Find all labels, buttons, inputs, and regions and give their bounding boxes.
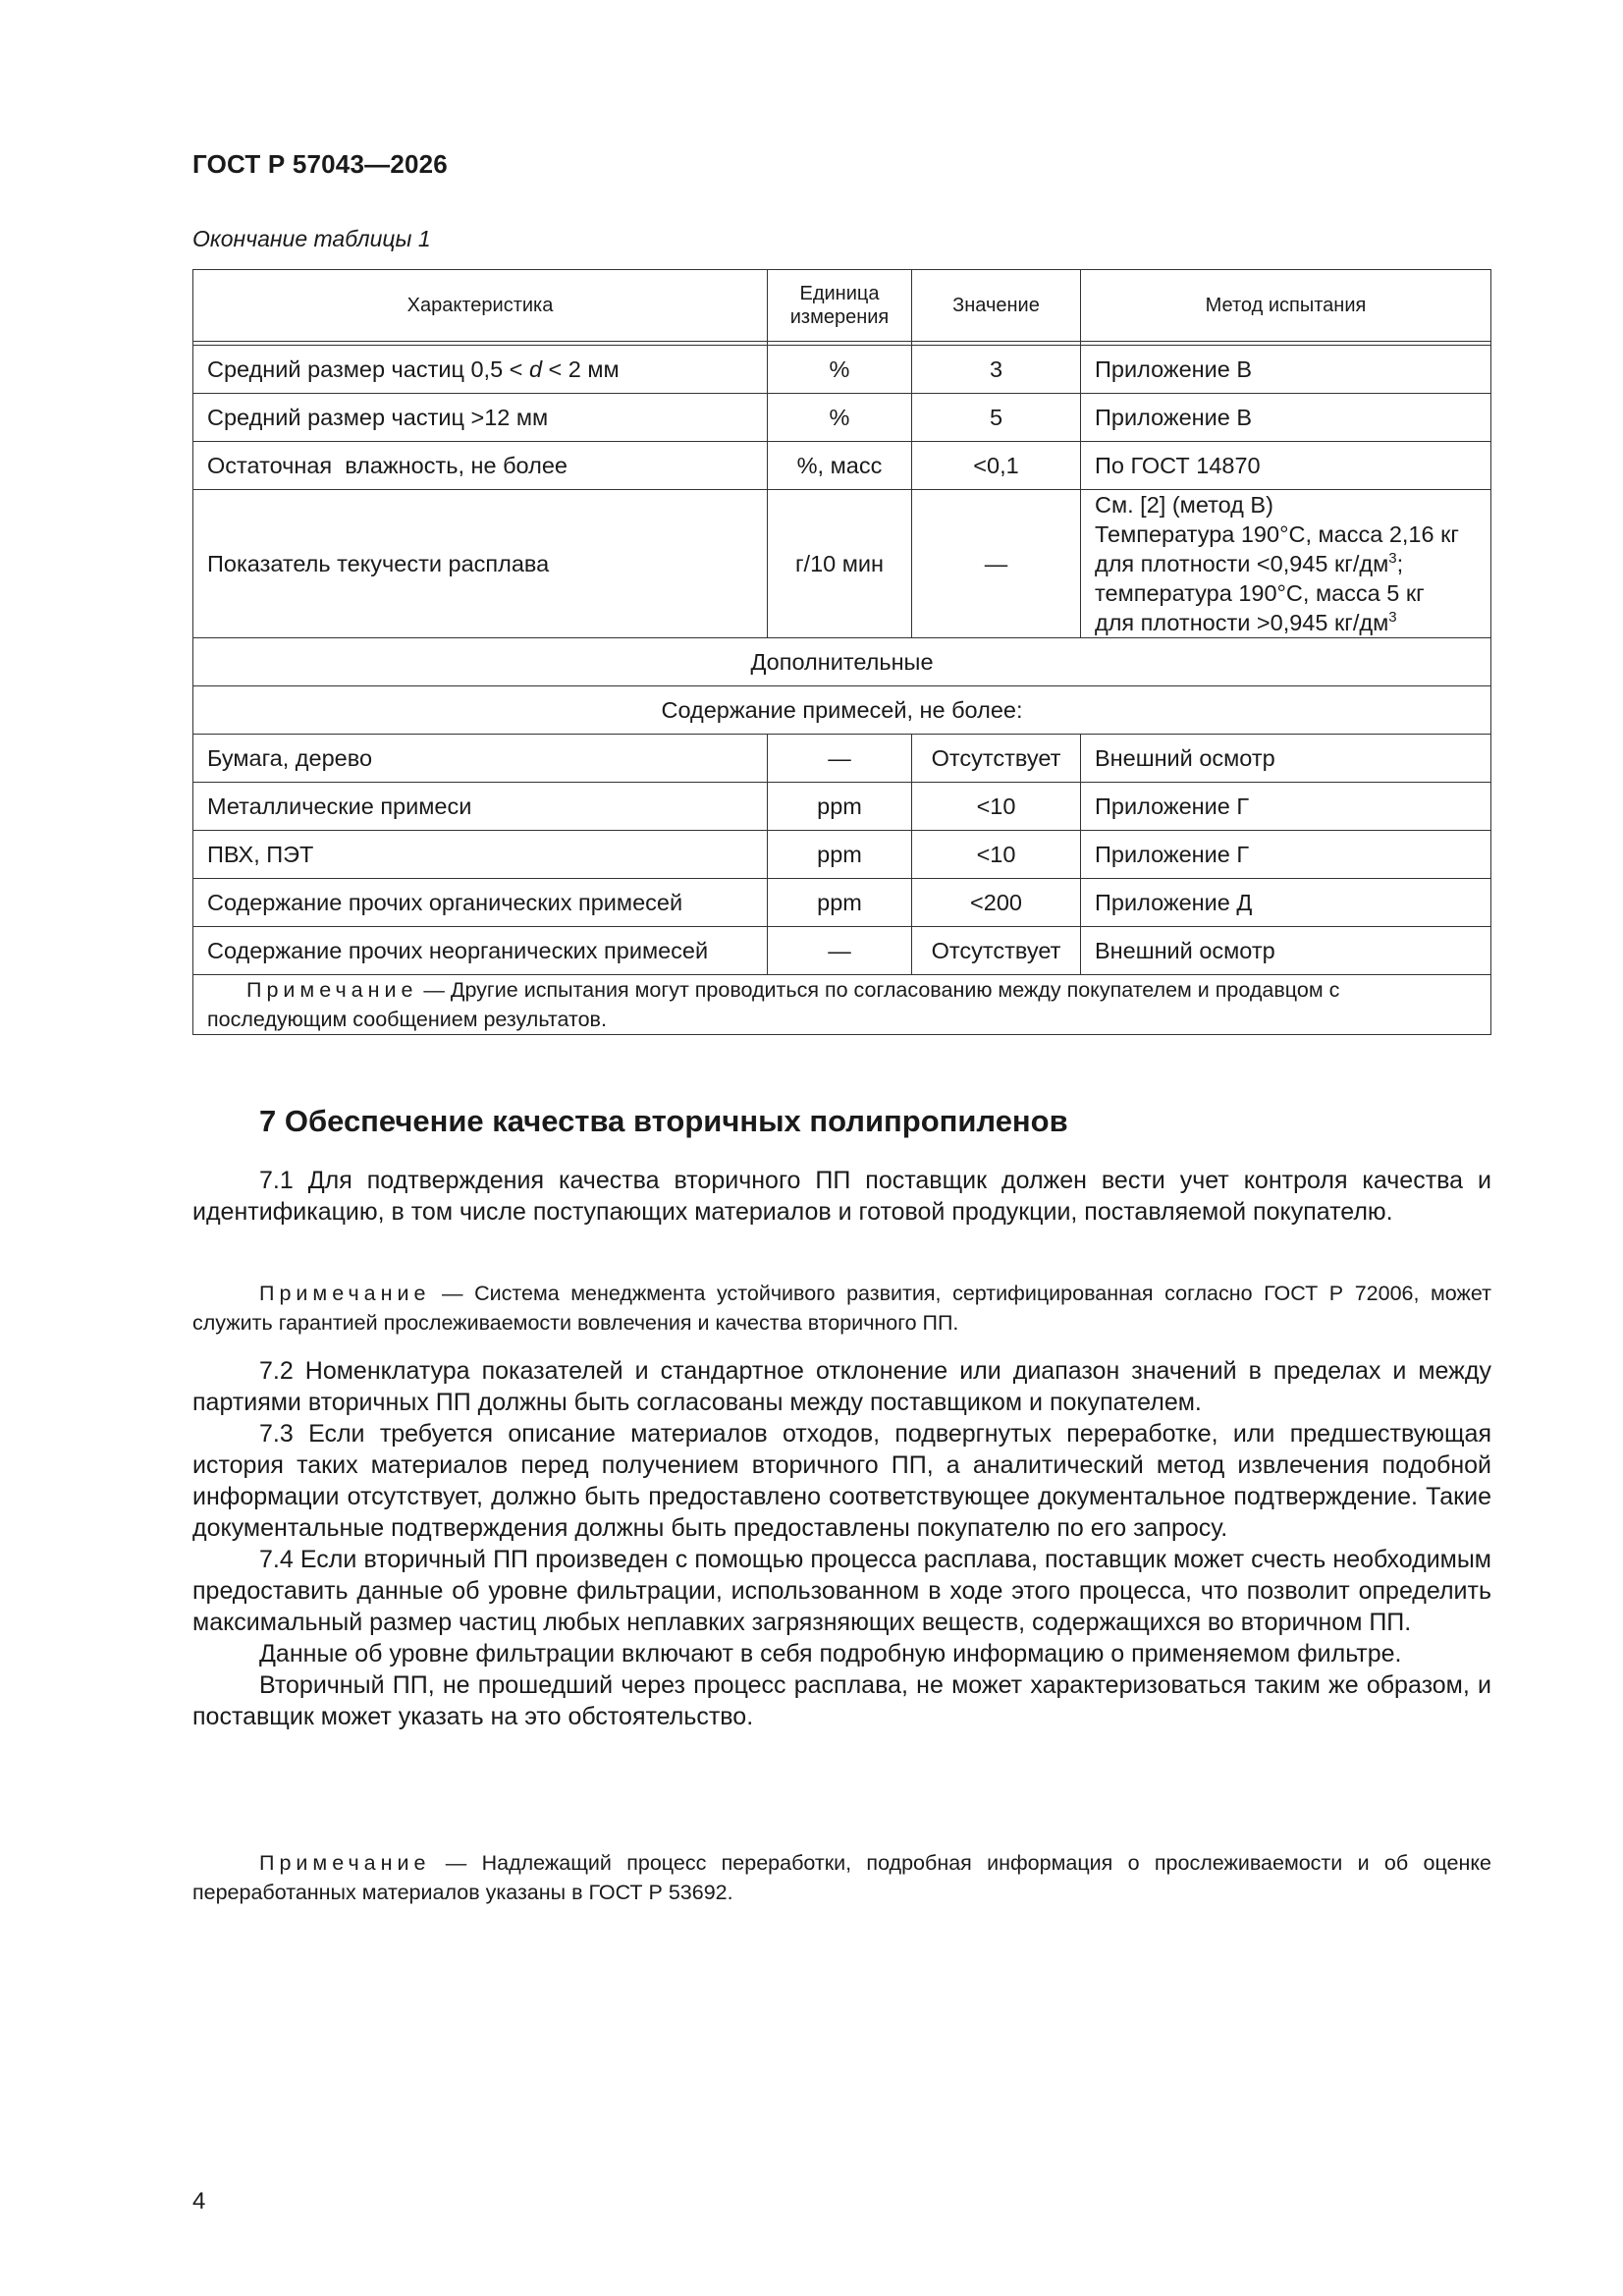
table-row bbox=[193, 394, 1491, 442]
note-text: — Надлежащий процесс переработки, подробная информация о прослеживаемости и об оценке переработанных материалов указаны в ГОСТ Р 53692. bbox=[192, 1851, 1491, 1904]
paragraph-filtration: Данные об уровне фильтрации включают в себя подробную информацию о применяемом фильтре. bbox=[259, 1640, 1402, 1667]
column-header-value: Значение bbox=[912, 270, 1081, 342]
cell-unit: г/10 мин bbox=[768, 490, 912, 638]
cell-characteristic: Металлические примеси bbox=[193, 783, 768, 831]
characteristics-table bbox=[192, 269, 1491, 1035]
table-row bbox=[193, 783, 1491, 831]
paragraph-7-4: 7.4 Если вторичный ПП произведен с помощью процесса расплава, поставщик может счесть необходимым предоставить данные об уровне фильтрации, использованном в ходе этого процесса, что позволит определить максимальный размер частиц любых неплавких загрязняющих веществ, содержащихся во вторичном ПП. bbox=[192, 1546, 1491, 1636]
note-2 bbox=[192, 1848, 1491, 1907]
cell-characteristic: Содержание прочих органических примесей bbox=[193, 879, 768, 927]
cell-characteristic: Средний размер частиц 0,5 < d < 2 мм bbox=[193, 346, 768, 394]
column-header-unit: Единица измерения bbox=[768, 270, 912, 342]
section-additional: Дополнительные bbox=[193, 638, 1491, 686]
table-section-row bbox=[193, 638, 1491, 686]
cell-unit: % bbox=[768, 346, 912, 394]
cell-value: Отсутствует bbox=[912, 927, 1081, 975]
cell-method: Приложение Г bbox=[1081, 831, 1491, 879]
method-line: для плотности >0,945 $кг/дм^3$ bbox=[1095, 609, 1397, 635]
method-line: См. [2] (метод B) bbox=[1095, 492, 1273, 518]
table-row bbox=[193, 442, 1491, 490]
note-label: Примечание bbox=[259, 1282, 431, 1305]
table-row bbox=[193, 927, 1491, 975]
cell-value: <0,1 bbox=[912, 442, 1081, 490]
cell-method bbox=[1081, 490, 1491, 638]
cell-characteristic: Содержание прочих неорганических примесей bbox=[193, 927, 768, 975]
cell-characteristic: Бумага, дерево bbox=[193, 735, 768, 783]
paragraph-7-1: 7.1 Для подтверждения качества вторичного ПП поставщик должен вести учет контроля качества и идентификацию, в том числе поступающих материалов и готовой продукции, поставляемой покупателю. bbox=[192, 1167, 1491, 1226]
cell-value: Отсутствует bbox=[912, 735, 1081, 783]
cell-characteristic: Остаточная влажность, не более bbox=[193, 442, 768, 490]
cell-unit: % bbox=[768, 394, 912, 442]
note-text: — Другие испытания могут проводиться по согласованию между покупателем и продавцом с последующим сообщением результатов. bbox=[207, 978, 1340, 1031]
paragraph-7-3: 7.3 Если требуется описание материалов отходов, подвергнутых переработке, или предшествующая история таких материалов перед получением вторичного ПП, а аналитический метод извлечения подобной информации отсутствует, должно быть предоставлено соответствующее документальное подтверждение. Такие документальные подтверждения должны быть предоставлены покупателю по его запросу. bbox=[192, 1420, 1491, 1542]
section-impurities: Содержание примесей, не более: bbox=[193, 686, 1491, 735]
cell-value: 5 bbox=[912, 394, 1081, 442]
cell-unit: ppm bbox=[768, 831, 912, 879]
cell-method: Внешний осмотр bbox=[1081, 735, 1491, 783]
paragraph-7-2: 7.2 Номенклатура показателей и стандартное отклонение или диапазон значений в пределах и между партиями вторичных ПП должны быть согласованы между поставщиком и покупателем. bbox=[192, 1357, 1491, 1416]
cell-value: <10 bbox=[912, 783, 1081, 831]
page-number: 4 bbox=[192, 2188, 206, 2214]
cell-method: Приложение В bbox=[1081, 394, 1491, 442]
column-header-characteristic: Характеристика bbox=[193, 270, 768, 342]
cell-method: По ГОСТ 14870 bbox=[1081, 442, 1491, 490]
cell-value: <10 bbox=[912, 831, 1081, 879]
table-row bbox=[193, 831, 1491, 879]
method-line: для плотности <0,945 $кг/дм^3$; bbox=[1095, 550, 1404, 576]
cell-unit: ppm bbox=[768, 783, 912, 831]
section-heading: 7 Обеспечение качества вторичных полипропиленов bbox=[259, 1104, 1068, 1138]
table-section-row bbox=[193, 686, 1491, 735]
table-row bbox=[193, 346, 1491, 394]
note-label: Примечание bbox=[259, 1851, 431, 1875]
note-text: — Система менеджмента устойчивого развития, сертифицированная согласно ГОСТ Р 72006, может служить гарантией прослеживаемости вовлечения и качества вторичного ПП. bbox=[192, 1282, 1491, 1335]
cell-unit: — bbox=[768, 735, 912, 783]
cell-characteristic: Средний размер частиц >12 мм bbox=[193, 394, 768, 442]
cell-method: Приложение Д bbox=[1081, 879, 1491, 927]
cell-characteristic: Показатель текучести расплава bbox=[193, 490, 768, 638]
note-1 bbox=[192, 1279, 1491, 1338]
cell-unit: — bbox=[768, 927, 912, 975]
cell-method: Приложение Г bbox=[1081, 783, 1491, 831]
note-label: Примечание bbox=[246, 978, 418, 1002]
table-row bbox=[193, 735, 1491, 783]
table-header-row bbox=[193, 270, 1491, 342]
cell-method: Внешний осмотр bbox=[1081, 927, 1491, 975]
cell-unit: ppm bbox=[768, 879, 912, 927]
method-line: температура 190°С, масса 5 кг bbox=[1095, 580, 1425, 606]
paragraph-non-melt: Вторичный ПП, не прошедший через процесс расплава, не может характеризоваться таким же образом, и поставщик может указать на это обстоятельство. bbox=[192, 1671, 1491, 1730]
cell-value: 3 bbox=[912, 346, 1081, 394]
table-caption: Окончание таблицы 1 bbox=[192, 226, 431, 251]
cell-method: Приложение В bbox=[1081, 346, 1491, 394]
table-note bbox=[193, 975, 1491, 1035]
document-header: ГОСТ Р 57043—2026 bbox=[192, 149, 448, 179]
cell-unit: %, масс bbox=[768, 442, 912, 490]
cell-value: — bbox=[912, 490, 1081, 638]
table-note-row bbox=[193, 975, 1491, 1035]
cell-characteristic: ПВХ, ПЭТ bbox=[193, 831, 768, 879]
paragraphs-7-2-to-7-4 bbox=[192, 1355, 1491, 1732]
table-row bbox=[193, 490, 1491, 638]
method-line: Температура 190°С, масса 2,16 кг bbox=[1095, 521, 1459, 547]
table-row bbox=[193, 879, 1491, 927]
column-header-method: Метод испытания bbox=[1081, 270, 1491, 342]
cell-value: <200 bbox=[912, 879, 1081, 927]
